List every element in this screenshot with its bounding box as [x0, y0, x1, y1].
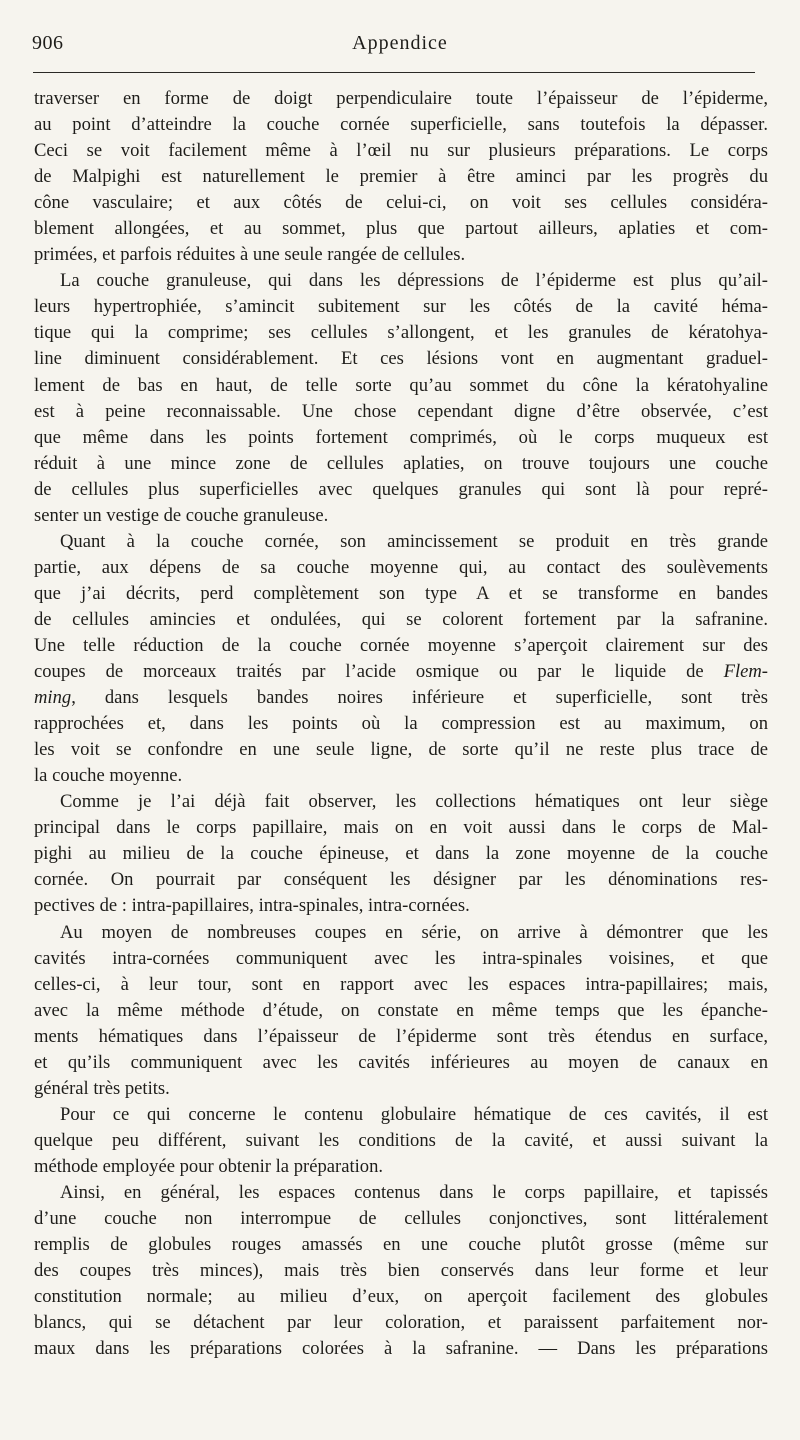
text-line — [34, 190, 768, 216]
line-text: leurs hypertrophiée, s’amincit subitement sur les côtés de la cavité héma- — [34, 296, 768, 318]
text-line — [34, 1076, 768, 1102]
page-number: 906 — [32, 32, 64, 54]
line-text: blement allongées, et au sommet, plus que partout ailleurs, aplaties et com- — [34, 218, 768, 240]
line-text: des coupes très minces), mais très bien conservés dans leur forme et leur — [34, 1260, 768, 1282]
text-line — [34, 607, 768, 633]
body-text — [34, 86, 768, 1362]
line-text: avec la même méthode d’étude, on constate en même temps que les épanche- — [34, 999, 768, 1021]
line-text: Comme je l’ai déjà fait observer, les collections hématiques ont leur siège — [60, 791, 768, 813]
line-text: La couche granuleuse, qui dans les dépressions de l’épiderme est plus qu’ail- — [60, 270, 768, 292]
text-line — [34, 320, 768, 346]
header-rule — [33, 72, 755, 73]
line-text: de cellules plus superficielles avec quelques granules qui sont là pour repré- — [34, 478, 768, 500]
line-text: Une telle réduction de la couche cornée moyenne s’aperçoit clairement sur des — [34, 634, 768, 656]
italic-word: ming — [34, 687, 72, 709]
line-text: cavités intra-cornées communiquent avec les intra-spinales voisines, et que — [34, 947, 768, 969]
line-text: que j’ai décrits, perd complètement son type A et se transforme en bandes — [34, 582, 768, 604]
line-text: pighi au milieu de la couche épineuse, et dans la zone moyenne de la couche — [34, 843, 768, 865]
line-text: traverser en forme de doigt perpendiculaire toute l’épaisseur de l’épiderme, — [34, 88, 768, 109]
line-text: Au moyen de nombreuses coupes en série, on arrive à démontrer que les — [60, 921, 768, 943]
text-line — [34, 581, 768, 607]
line-text: celles-ci, à leur tour, sont en rapport avec les espaces intra-papillaires; mais, — [34, 973, 768, 995]
text-line — [34, 711, 768, 737]
text-line — [34, 216, 768, 242]
line-text: line diminuent considérablement. Et ces lésions vont en augmentant graduel- — [34, 348, 768, 370]
text-line — [34, 1024, 768, 1050]
text-line — [34, 893, 768, 919]
line-text: Ceci se voit facilement même à l’œil nu sur plusieurs préparations. Le corps — [34, 140, 768, 162]
text-line — [34, 841, 768, 867]
line-text: rapprochées et, dans les points où la compression est au maximum, on — [34, 713, 768, 735]
line-text: principal dans le corps papillaire, mais on en voit aussi dans le corps de Mal- — [34, 817, 768, 839]
text-line — [34, 789, 768, 815]
text-line — [34, 998, 768, 1024]
line-text: général très petits. — [34, 1077, 170, 1099]
italic-word: Flem- — [723, 661, 768, 683]
line-text: pectives de : intra-papillaires, intra-spinales, intra-cornées. — [34, 895, 470, 917]
text-line — [34, 373, 768, 399]
text-line — [34, 763, 768, 789]
text-line — [34, 1258, 768, 1284]
line-text: constitution normale; au milieu d’eux, on aperçoit facilement des globules — [34, 1286, 768, 1308]
line-text: cornée. On pourrait par conséquent les désigner par les dénominations res- — [34, 869, 768, 891]
text-line — [34, 685, 768, 711]
text-line — [34, 451, 768, 477]
line-text: Quant à la couche cornée, son amincissement se produit en très grande — [60, 530, 768, 552]
text-line — [34, 268, 768, 294]
text-line — [34, 399, 768, 425]
text-line — [34, 815, 768, 841]
text-line — [34, 346, 768, 372]
line-text: d’une couche non interrompue de cellules conjonctives, sont littéralement — [34, 1208, 768, 1230]
line-text: cône vasculaire; et aux côtés de celui-ci, on voit ses cellules considéra- — [34, 192, 768, 214]
text-line — [34, 1232, 768, 1258]
text-line — [34, 138, 768, 164]
text-line — [34, 294, 768, 320]
text-line — [34, 425, 768, 451]
line-text: quelque peu différent, suivant les conditions de la cavité, et aussi suivant la — [34, 1129, 768, 1151]
text-line — [34, 1180, 768, 1206]
line-text: Pour ce qui concerne le contenu globulaire hématique de ces cavités, il est — [60, 1103, 768, 1125]
line-text: senter un vestige de couche granuleuse. — [34, 504, 329, 526]
line-text: Ainsi, en général, les espaces contenus dans le corps papillaire, et tapissés — [60, 1181, 768, 1203]
line-text: primées, et parfois réduites à une seule rangée de cellules. — [34, 244, 466, 266]
text-line — [34, 112, 768, 138]
text-line — [34, 1128, 768, 1154]
text-line — [34, 529, 768, 555]
text-line — [34, 1336, 768, 1362]
line-text: réduit à une mince zone de cellules aplaties, on trouve toujours une couche — [34, 452, 768, 474]
text-line — [34, 477, 768, 503]
line-text: lement de bas en haut, de telle sorte qu’au sommet du cône la kératohyaline — [34, 374, 768, 396]
text-line — [34, 1050, 768, 1076]
text-line — [34, 1206, 768, 1232]
line-text: au point d’atteindre la couche cornée superficielle, sans toutefois la dépasser. — [34, 114, 768, 136]
line-text: méthode employée pour obtenir la préparation. — [34, 1155, 384, 1177]
line-text: blancs, qui se détachent par leur coloration, et paraissent parfaitement nor- — [34, 1312, 768, 1334]
text-line — [34, 737, 768, 763]
line-text: que même dans les points fortement comprimés, où le corps muqueux est — [34, 426, 768, 448]
line-text: est à peine reconnaissable. Une chose cependant digne d’être observée, c’est — [34, 400, 768, 422]
text-line — [34, 164, 768, 190]
text-line — [34, 86, 768, 112]
text-line — [34, 1154, 768, 1180]
line-text: ments hématiques dans l’épaisseur de l’épiderme sont très étendus en surface, — [34, 1025, 768, 1047]
line-text: et qu’ils communiquent avec les cavités inférieures au moyen de canaux en — [34, 1051, 768, 1073]
line-text: maux dans les préparations colorées à la safranine. — Dans les préparations — [34, 1338, 768, 1360]
line-text: remplis de globules rouges amassés en une couche plutôt grosse (même sur — [34, 1234, 768, 1256]
text-line — [34, 1284, 768, 1310]
line-text: tique qui la comprime; ses cellules s’allongent, et les granules de kératohya- — [34, 322, 768, 344]
text-line — [34, 1102, 768, 1128]
line-text: , dans lesquels bandes noires inférieure et superficielle, sont très — [71, 687, 768, 709]
text-line — [34, 503, 768, 529]
text-line — [34, 659, 768, 685]
line-text: de Malpighi est naturellement le premier à être aminci par les progrès du — [34, 166, 768, 188]
text-line — [34, 920, 768, 946]
text-line — [34, 867, 768, 893]
text-line — [34, 633, 768, 659]
text-line — [34, 972, 768, 998]
text-line — [34, 946, 768, 972]
text-line — [34, 1310, 768, 1336]
running-head-title: Appendice — [352, 32, 448, 54]
text-line — [34, 555, 768, 581]
line-text: partie, aux dépens de sa couche moyenne qui, au contact des soulèvements — [34, 556, 768, 578]
line-text: les voit se confondre en une seule ligne, de sorte qu’il ne reste plus trace de — [34, 739, 768, 761]
line-text: de cellules amincies et ondulées, qui se colorent fortement par la safranine. — [34, 608, 768, 630]
line-text: la couche moyenne. — [34, 765, 183, 787]
line-text: coupes de morceaux traités par l’acide osmique ou par le liquide de — [34, 661, 704, 683]
text-line — [34, 242, 768, 268]
